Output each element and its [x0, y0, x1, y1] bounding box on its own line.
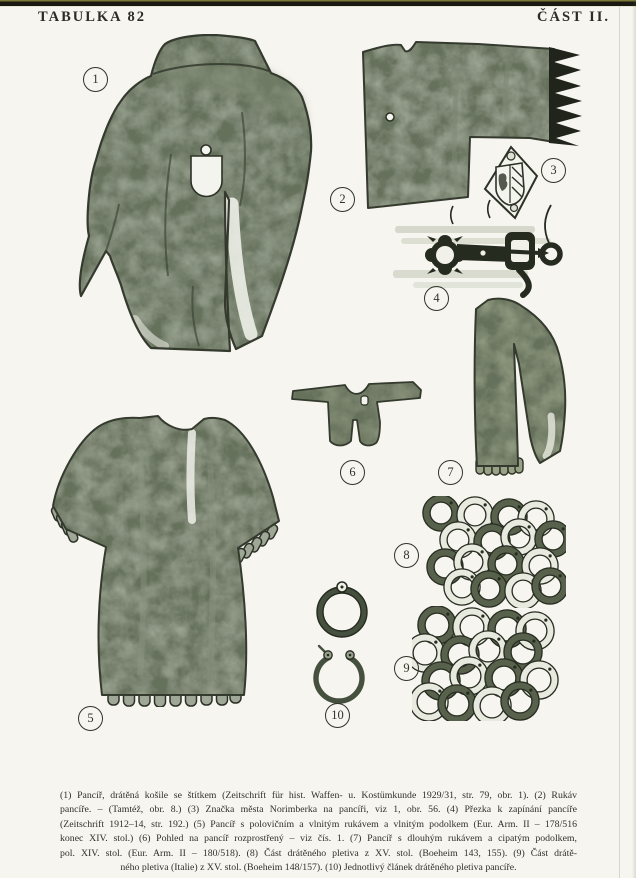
caption-line: pancíře. – (Tamtéž, obr. 8.) (3) Značka města Norimberka na pancíři, viz 1, obr. 56. (4) Přezka k zapínání pancíře [60, 804, 577, 816]
dagged-edge [549, 47, 582, 146]
caption-line: ného pletiva (Italie) z XV. stol. (Boeheim 148/157). (10) Jednotlivý článek drátěného pletiva pancíře. [120, 862, 517, 874]
caption-line: pol. XIV. stol. (Eur. Arm. II – 180/518). (8) Část drátěného pletiva z XV. stol. (Boeheim 143, 155). (9) Část drátě- [60, 847, 577, 859]
part-title: ČÁST II. [537, 9, 610, 25]
figure-4-buckle [393, 198, 575, 300]
closed-ring [317, 582, 367, 637]
figure-label-5: 5 [78, 706, 103, 731]
figure-10-mail-rings [293, 572, 393, 712]
figure-7-mail-shirt-long-sleeve [463, 296, 578, 488]
figure-1-mail-shirt [75, 34, 320, 354]
open-ring [316, 646, 362, 701]
figure-8-mail-weave-sample [418, 496, 566, 608]
caption-line: (1) Pancíř, drátěná košile se štítkem (Zeitschrift für hist. Waffen- u. Kostümkunde 1929/31, str. 79, obr. 1). (2) Rukáv [60, 790, 577, 801]
figure-5-mail-shirt-wavy [40, 405, 302, 707]
buckle-loop [542, 245, 560, 263]
figure-9-mail-weave-sample-italian [412, 606, 564, 721]
figure-label-3: 3 [541, 158, 566, 183]
figure-label-6: 6 [340, 460, 365, 485]
figure-label-9: 9 [394, 656, 419, 681]
page-title: TABULKA 82 [38, 9, 146, 25]
figure-label-8: 8 [394, 543, 419, 568]
caption [60, 789, 577, 875]
figure-label-10: 10 [325, 703, 350, 728]
chest-shield-icon [361, 396, 368, 405]
figure-label-7: 7 [438, 460, 463, 485]
caption-line: (Zeitschrift 1912–14, str. 192.) (5) Pancíř s polovičním a vlnitým rukávem a vlnitým podolkem (Eur. Arm. II – 178/516 [60, 818, 577, 830]
figure-6-mail-shirt-spread [283, 370, 438, 454]
figure-label-1: 1 [83, 67, 108, 92]
caption-line: konec XIV. stol.) (6) Pohled na pancíř rozprostřený – viz čís. 1. (7) Pancíř s dlouhým rukávem a cipatým podolkem, [60, 833, 577, 845]
rivet-hole [386, 113, 394, 121]
scan-right-shadow [632, 0, 636, 878]
scan-top-edge [0, 0, 636, 7]
figure-label-4: 4 [424, 286, 449, 311]
scan-edge-line [619, 7, 621, 878]
figure-label-2: 2 [330, 187, 355, 212]
